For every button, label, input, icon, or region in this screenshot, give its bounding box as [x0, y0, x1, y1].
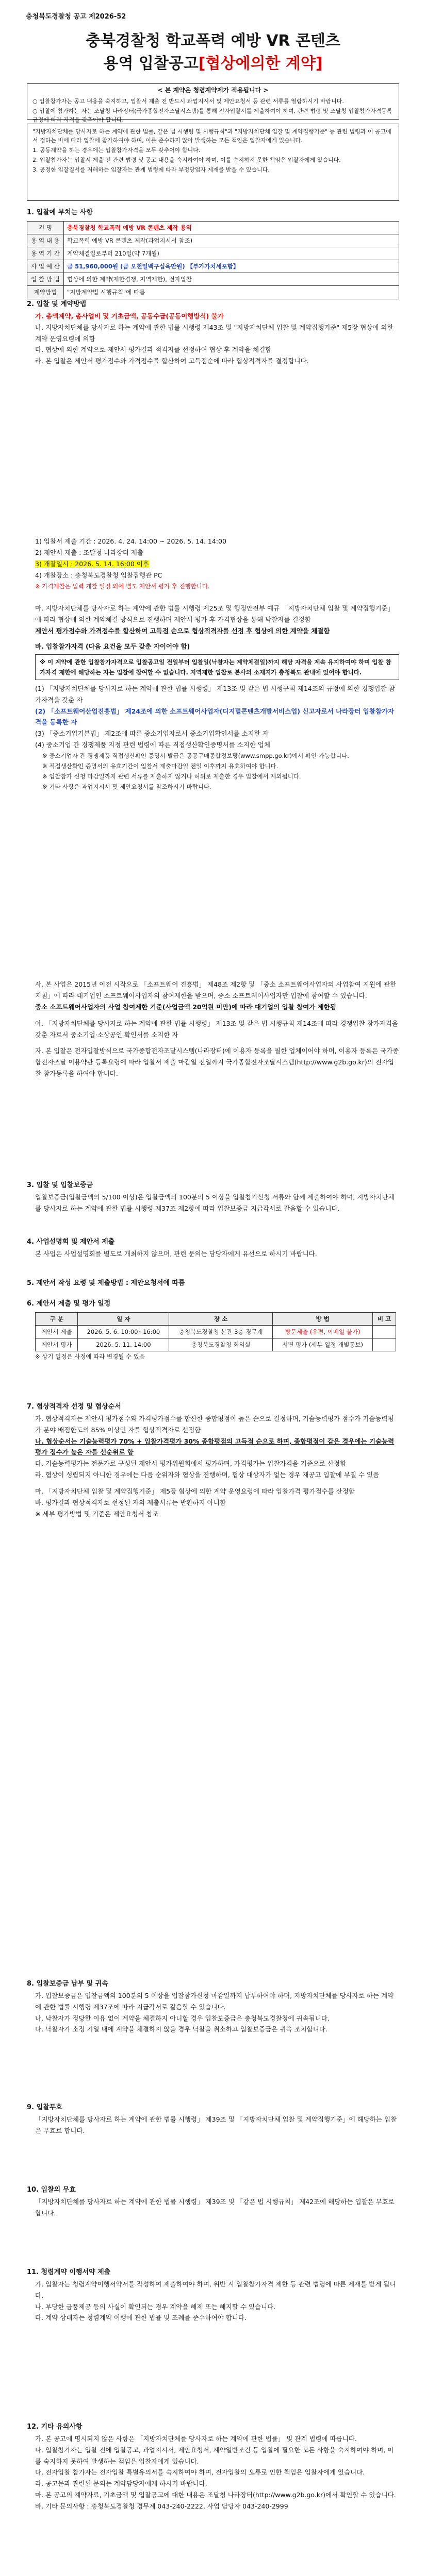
section-7-extra: ※ 세부 평가방법 및 기준은 제안요청서 참조	[35, 1510, 159, 1518]
schedule-line: 4) 개찰장소 : 충청북도경찰청 입찰집행관 PC	[35, 571, 162, 579]
row-label: 용 역 내 용	[27, 234, 64, 247]
schedule-table	[35, 1312, 396, 1351]
schedule-block	[27, 536, 399, 591]
schedule-line	[27, 558, 399, 570]
section-7-extra: 바. 평가결과 협상적격자로 선정된 자의 제출서류는 반환하지 아니함	[35, 1498, 226, 1506]
schedule-line: 2) 제안서 제출 : 조달청 나라장터 제출	[35, 548, 143, 556]
integrity-notice-line: ○ 입찰참가자는 공고 내용을 숙지하고, 입찰서 제출 전 반드시 과업지시서 및 제안요청서 등 관련 서류를 열람하시기 바랍니다.	[32, 98, 344, 105]
row-label: 입 찰 방 법	[27, 273, 64, 286]
section-3-title: 3. 입찰 및 입찰보증금	[27, 1181, 93, 1189]
section-12-item: 나. 입찰참가자는 입찰 전에 입찰공고, 과업지시서, 제안요청서, 계약일반조건 등 입찰에 필요한 모든 사항을 숙지하여야 하며, 이를 숙지하지 못하여 발생하는 책임은 입찰자에게 있습니다.	[35, 2446, 394, 2465]
cell: 제안서 평가	[36, 1338, 78, 1351]
sw-para-emphasis: 중소 소프트웨어사업자의 사업 참여제한 기준(사업금액 20억원 미만)에 따라 대기업의 입찰 참여가 제한됨	[35, 1003, 336, 1011]
eligibility-item	[27, 706, 399, 728]
notice-number: 충청북도경찰청 공고 제2026-52	[26, 13, 126, 21]
page-title	[27, 30, 399, 75]
col-header: 장 소	[169, 1312, 273, 1325]
section-6	[27, 1298, 399, 1362]
section-8-title: 8. 입찰보증금 납부 및 귀속	[27, 1980, 108, 1988]
row-value: 학교폭력 예방 VR 콘텐츠 제작(과업지시서 참조)	[64, 234, 399, 247]
section-10-title: 10. 입찰의 무효	[27, 2186, 76, 2194]
section-3	[27, 1180, 399, 1214]
col-header: 일 자	[78, 1312, 169, 1325]
section-2-sw	[27, 979, 399, 1079]
row-value: 계약체결일로부터 210일(약 7개월)	[64, 247, 399, 260]
section-2-item: 가. 총액계약, 총사업비 및 기초금액, 공동수급(공동이행방식) 불가	[35, 312, 224, 320]
section-4-title: 4. 사업설명회 및 제안서 제출	[27, 1238, 115, 1246]
row-value: "지방계약법 시행규칙"에 따름	[64, 286, 399, 299]
row-value: 협상에 의한 계약(제한경쟁, 지역제한), 전자입찰	[64, 273, 399, 286]
intro-line: "지방자치단체를 당사자로 하는 계약에 관한 법률, 같은 법 시행령 및 시행규칙"과 "지방자치단체 입찰 및 계약집행기준" 등 관련 법령과 이 공고에서 정하는 바에 따라 입찰에 참가하여야 하며, 이를 준수하지 않아 발생하는 모든 책임은 입찰자에게 있습니다.	[32, 128, 391, 144]
table-row	[36, 1338, 396, 1351]
section-8-item: 가. 입찰보증금은 입찰금액의 100분의 5 이상을 입찰참가신청 마감일까지 납부하여야 하며, 지방자치단체를 당사자로 하는 계약에 관한 법률 시행령 제37조에 따라 지급각서로 갈음할 수 있습니다.	[35, 1991, 394, 2011]
cell: 서면 평가 (세부 일정 개별통보)	[273, 1338, 373, 1351]
section-11-item: 가. 입찰자는 청렴계약이행서약서를 작성하여 제출하여야 하며, 위반 시 입찰참가자격 제한 등 관련 법령에 따른 제재를 받게 됩니다.	[35, 2280, 396, 2299]
schedule-table-note: ※ 상기 일정은 사정에 따라 변경될 수 있음	[35, 1353, 145, 1361]
section-12	[27, 2421, 399, 2512]
bid-info-table	[27, 221, 399, 299]
section-1	[27, 207, 399, 299]
section-7	[27, 1401, 399, 1520]
table-row	[27, 221, 399, 234]
eligibility-note: ※ 직접생산확인 증명서의 유효기간이 입찰서 제출마감일 전일 이후까지 유효하여야 합니다.	[42, 762, 278, 770]
row-value: 금 51,960,000원 (금 오천일백구십육만원) 【부가가치세포함】	[64, 260, 399, 273]
section-9-title: 9. 입찰무효	[27, 2104, 62, 2111]
eligibility-title-text: 바. 입찰참가자격 (다음 요건을 모두 갖춘 자이어야 함)	[35, 642, 190, 650]
section-11-item: 나. 부당한 금품제공 등의 사실이 확인되는 경우 계약을 해제 또는 해지할 수 있습니다.	[35, 2302, 276, 2311]
section-12-item: 가. 본 공고에 명시되지 않은 사항은 「지방자치단체를 당사자로 하는 계약에 관한 법률」 및 관계 법령에 따릅니다.	[35, 2434, 357, 2443]
section-7-extra: 마. 「지방자치단체 입찰 및 계약집행기준」 제5장 협상에 의한 계약 운영요령에 따라 입찰가격 평가점수를 산정함	[35, 1487, 355, 1495]
section-2-item: 다. 협상에 의한 계약으로 제안서 평가결과 적격자를 선정하여 협상 후 계약을 체결함	[35, 346, 272, 354]
cell	[373, 1338, 396, 1351]
cell: 2026. 5. 6. 10:00~16:00	[78, 1325, 169, 1338]
table-row	[27, 260, 399, 273]
section-2	[27, 299, 399, 367]
table-row	[36, 1325, 396, 1338]
section-12-title: 12. 기타 유의사항	[27, 2423, 83, 2431]
section-12-item: 바. 기타 문의사항 : 충청북도경찰청 경무계 043-240-2222, 사업 담당자 043-240-2999	[35, 2502, 288, 2510]
section-4-line: 본 사업은 사업설명회를 별도로 개최하지 않으며, 관련 문의는 담당자에게 유선으로 하시기 바랍니다.	[35, 1249, 317, 1258]
section-9-text: 「지방자치단체를 당사자로 하는 계약에 관한 법률 시행령」 제39조 및 「지방자치단체 입찰 및 계약집행기준」에 해당하는 입찰은 무효로 합니다.	[35, 2115, 397, 2134]
eligibility-item: (4) 중소기업 간 경쟁제품 지정 관련 법령에 따른 직접생산확인증명서를 소지한 업체	[35, 741, 270, 749]
integrity-notice-line: ○ 입찰에 참가하는 자는 조달청 나라장터(국가종합전자조달시스템)를 통해 전자입찰서를 제출하여야 하며, 관련 법령 및 조달청 입찰참가자격등록규정에 따라 자격을 갖추어야 합니다.	[32, 108, 392, 124]
section-4	[27, 1236, 399, 1260]
intro-line: 1. 공동계약을 하는 경우에는 입찰참가자격을 모두 갖추어야 합니다.	[32, 147, 201, 154]
section-2-title: 2. 입찰 및 계약방법	[27, 300, 87, 308]
cell: 충청북도경찰청 회의실	[169, 1338, 273, 1351]
section-7-item: 다. 기술능력평가는 전문가로 구성된 제안서 평가위원회에서 평가하며, 가격평가는 입찰가격을 기준으로 산정함	[35, 1460, 347, 1468]
eligibility-item-text: (2) 「소프트웨어산업진흥법」 제24조에 의한 소프트웨어사업자(디지털콘텐츠개발서비스업) 신고자로서 나라장터 입찰참가자격을 등록한 자	[35, 707, 395, 726]
section-11-item: 다. 계약 상대자는 청렴계약 이행에 관한 법률 및 조례를 준수하여야 합니다.	[35, 2314, 247, 2322]
eligibility-note: ※ 중소기업자 간 경쟁제품 직접생산확인 증명서 발급은 공공구매종합정보망(www.smpp.go.kr)에서 확인 가능합니다.	[42, 752, 349, 759]
section-12-item: 다. 전자입찰 참가자는 전자입찰 특별유의서를 숙지하여야 하며, 전자입찰의 오류로 인한 책임은 입찰자에게 있습니다.	[35, 2468, 365, 2477]
sw-para: 사. 본 사업은 2015년 이전 시작으로 「소프트웨어 진흥법」 제48조 제2항 및 「중소 소프트웨어사업자의 사업참여 지원에 관한 지침」에 따라 대기업인 소프트웨어사업자의 참여제한을 받으며, 중소 소프트웨어사업자만 입찰에 참여할 수 있습니다.	[35, 980, 397, 999]
section-3-line: 입찰보증금(입찰금액의 5/100 이상)은 입찰금액의 100분의 5 이상을 입찰참가신청 서류와 함께 제출하여야 하며, 지방자치단체를 당사자로 하는 계약에 관한 법률 시행령 제37조 제2항에 따라 입찰보증금 지급각서로 갈음할 수 있습니다.	[35, 1193, 395, 1212]
section-11-title: 11. 청렴계약 이행서약 제출	[27, 2268, 111, 2276]
cell	[373, 1325, 396, 1338]
title-line-2	[27, 53, 399, 75]
section-6-title: 6. 제안서 제출 및 평가 일정	[27, 1300, 111, 1308]
section-2-para: 마. 지방자치단체를 당사자로 하는 계약에 관한 법률 시행령 제25조 및 행정안전부 예규 「지방자치단체 입찰 및 계약집행기준」에 따라 협상에 의한 계약체결 방식으로 진행하며 제안서 평가 후 가격협상을 통해 낙찰자를 결정함	[35, 604, 395, 623]
table-row	[27, 286, 399, 299]
eligibility-highlight-text: ※ 이 계약에 관한 입찰참가자격으로 입찰공고일 전일부터 입찰일(낙찰자는 계약체결일)까지 해당 자격을 계속 유지하여야 하며 입찰 참가자격 제한에 해당하는 자는 입찰에 참여할 수 없습니다. 지역제한 입찰로 본사의 소재지가 충청북도 관내에 있어야 합니다.	[40, 658, 391, 676]
section-5-title: 5. 제안서 작성 요령 및 제출방법 : 제안요청서에 따름	[27, 1279, 185, 1287]
section-2-item: 라. 본 입찰은 제안서 평가점수와 가격점수를 합산하여 고득점순에 따라 협상적격자를 결정합니다.	[35, 357, 309, 365]
table-row	[27, 273, 399, 286]
integrity-notice-head: < 본 계약은 청렴계약제가 적용됩니다 >	[157, 87, 269, 94]
section-12-item: 마. 본 공고의 계약자료, 기초금액 및 입찰공고에 대한 내용은 조달청 나라장터(http://www.g2b.go.kr)에서 확인할 수 있습니다.	[35, 2491, 396, 2499]
table-row	[27, 247, 399, 260]
row-label: 용 역 기 간	[27, 247, 64, 260]
section-2-item: 나. 지방자치단체를 당사자로 하는 계약에 관한 법률 시행령 제43조 및 "지방자치단체 입찰 및 계약집행기준" 제5장 협상에 의한 계약 운영요령에 의함	[35, 323, 394, 343]
section-7-title: 7. 협상적격자 선정 및 협상순서	[27, 1403, 121, 1411]
table-header-row	[36, 1312, 396, 1325]
col-header: 구 분	[36, 1312, 78, 1325]
integrity-notice-box	[27, 83, 399, 124]
row-value: 충북경찰청 학교폭력 예방 VR 콘텐츠 제작 용역	[64, 221, 399, 234]
section-7-item: 가. 협상적격자는 제안서 평가점수와 가격평가점수를 합산한 종합평점이 높은 순으로 결정하며, 기술능력평가 점수가 기술능력평가 분야 배점한도의 85% 이상인 자를 협상적격자로 선정함	[35, 1414, 394, 1434]
intro-line: 2. 입찰참가자는 입찰서 제출 전 관련 법령 및 공고 내용을 숙지하여야 하며, 이를 숙지하지 못한 책임은 입찰자에게 있습니다.	[32, 157, 341, 164]
intro-box	[27, 124, 399, 201]
title-line-2-main: 용역 입찰공고	[103, 54, 199, 73]
title-line-1: 충북경찰청 학교폭력 예방 VR 콘텐츠	[86, 32, 340, 50]
section-2-continued	[27, 603, 399, 792]
section-8-item: 다. 낙찰자가 소정 기일 내에 계약을 체결하지 않을 경우 낙찰을 취소하고 입찰보증금은 귀속 조치합니다.	[35, 2025, 327, 2033]
section-2-para-emphasis: 제안서 평가점수와 가격점수를 합산하여 고득점 순으로 협상적격자를 선정 후 협상에 의한 계약을 체결함	[35, 626, 330, 635]
section-7-item-text: 나. 협상순서는 기술능력평가 70% + 입찰가격평가 30% 종합평점의 고득점 순으로 하며, 종합평점이 같은 경우에는 기술능력평가 점수가 높은 자를 선순위로 함	[35, 1437, 395, 1456]
schedule-note: ※ 가격개찰은 입력 개찰 일정 외에 별도 제안서 평가 후 진행합니다.	[35, 582, 210, 590]
eligibility-item: (1) 「지방자치단체를 당사자로 하는 계약에 관한 법률 시행령」 제13조 및 같은 법 시행규칙 제14조의 규정에 의한 경쟁입찰 참가자격을 갖춘 자	[35, 684, 395, 704]
cell: 제안서 제출	[36, 1325, 78, 1338]
sw-para-3: 자. 본 입찰은 전자입찰방식으로 국가종합전자조달시스템(나라장터)에 이용자 등록을 필한 업체이어야 하며, 이용자 등록은 국가종합전자조달 이용약관 등록요령에 따라 입찰서 제출 마감일 전일까지 국가종합전자조달시스템(http://www.g2b.go.kr)의 전자입찰 참가등록을 하여야 합니다.	[35, 1047, 399, 1078]
schedule-open-date: 3) 개찰일시 : 2026. 5. 14. 16:00 이후	[35, 560, 149, 568]
sw-para-2: 아. 「지방자치단체를 당사자로 하는 계약에 관한 법률 시행령」 제13조 및 같은 법 시행규칙 제14조에 따라 경쟁입찰 참가자격을 갖춘 자로서 중소기업·소상공인 확인서를 소지한 자	[35, 1019, 398, 1039]
eligibility-item: (3) 「중소기업기본법」 제2조에 따른 중소기업자로서 중소기업확인서를 소지한 자	[35, 730, 269, 738]
section-10	[27, 2184, 399, 2219]
row-label: 건 명	[27, 221, 64, 234]
cell: 방문제출 (우편, 이메일 불가)	[273, 1325, 373, 1338]
section-7-item: 라. 협상이 성립되지 아니한 경우에는 다음 순위자와 협상을 진행하며, 협상 대상자가 없는 경우 재공고 입찰에 부칠 수 있음	[35, 1471, 380, 1479]
row-label: 사 업 예 산	[27, 260, 64, 273]
eligibility-highlight-box	[35, 654, 399, 680]
cell: 2026. 5. 11. 14:00	[78, 1338, 169, 1351]
col-header: 방 법	[273, 1312, 373, 1325]
section-7-item	[27, 1436, 399, 1459]
eligibility-note: ※ 기타 사항은 과업지시서 및 제안요청서를 참조하시기 바랍니다.	[42, 783, 211, 791]
section-9	[27, 2102, 399, 2137]
section-8-item: 나. 낙찰자가 정당한 이유 없이 계약을 체결하지 아니할 경우 입찰보증금은 충청북도경찰청에 귀속됩니다.	[35, 2014, 330, 2022]
row-label: 계약방법	[27, 286, 64, 299]
section-1-title: 1. 입찰에 부치는 사항	[27, 209, 93, 216]
title-line-2-accent: [협상에의한 계약]	[198, 54, 323, 73]
section-11	[27, 2267, 399, 2324]
section-12-item: 라. 공고문과 관련된 문의는 계약담당자에게 하시기 바랍니다.	[35, 2480, 207, 2488]
eligibility-title	[27, 641, 399, 652]
eligibility-note: ※ 입찰참가 신청 마감일까지 관련 서류를 제출하지 않거나 허위로 제출한 경우 입찰에서 제외됩니다.	[42, 773, 301, 781]
cell: 충청북도경찰청 본관 3층 경무계	[169, 1325, 273, 1338]
intro-line: 3. 공정한 입찰질서를 저해하는 입찰자는 관계 법령에 따라 부정당업자 제재를 받을 수 있습니다.	[32, 166, 270, 174]
section-8	[27, 1978, 399, 2035]
table-row	[27, 234, 399, 247]
col-header: 비 고	[373, 1312, 396, 1325]
section-5	[27, 1278, 399, 1290]
section-10-text: 「지방자치단체를 당사자로 하는 계약에 관한 법률 시행령」 제39조 및 「같은 법 시행규칙」 제42조에 해당하는 입찰은 무효로 합니다.	[35, 2197, 395, 2217]
schedule-line: 1) 입찰서 제출 기간 : 2026. 4. 24. 14:00 ~ 2026. 5. 14. 14:00	[35, 537, 226, 545]
